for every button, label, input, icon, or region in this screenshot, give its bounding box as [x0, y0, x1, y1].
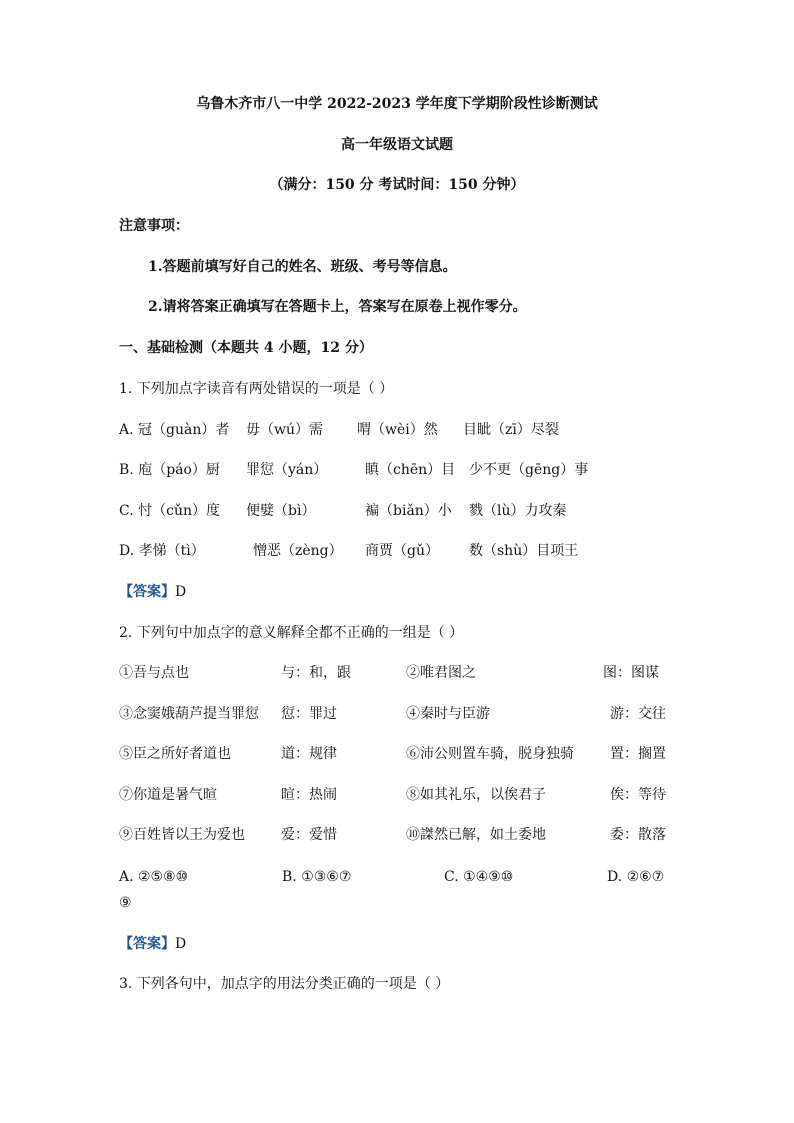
q1-option-b-part1: B. 庖（páo）厨 [119, 462, 220, 478]
q2-row4-gloss-a: 暄：热闹 [281, 787, 337, 803]
q2-row2-gloss-a: 愆：罪过 [281, 706, 337, 722]
q1-option-a-part1: A. 冠（guàn）者 [119, 422, 230, 438]
notice-item-2: 2.请将答案正确填写在答题卡上，答案写在原卷上视作零分。 [148, 299, 527, 315]
answer-value: D [175, 936, 187, 952]
q2-choice-b: B. ①③⑥⑦ [282, 869, 352, 885]
q2-choice-d-wrap: ⑨ [119, 895, 132, 911]
q2-row1-gloss-b: 图：图谋 [603, 665, 659, 681]
q2-row2-sentence-a: ③念窦娥葫芦提当罪愆 [119, 706, 259, 722]
q1-option-b-part2: 罪愆（yán） [246, 462, 328, 478]
q1-option-a-part4: 目眦（zī）尽裂 [463, 422, 559, 438]
answer-value: D [175, 584, 187, 600]
q1-option-d-part3: 商贾（gǔ） [365, 543, 439, 559]
question-1-answer [119, 585, 186, 599]
notice-heading: 注意事项： [119, 218, 189, 234]
question-3-stem: 3. 下列各句中，加点字的用法分类正确的一项是（ ） [119, 976, 450, 992]
q2-row1-sentence-b: ②唯君图之 [406, 665, 476, 681]
q1-option-b-part3: 瞋（chēn）目 [365, 462, 456, 478]
q2-row2-sentence-b: ④秦时与臣游 [406, 706, 490, 722]
section-heading: 一、基础检测（本题共 4 小题，12 分） [119, 340, 373, 356]
q2-row4-sentence-b: ⑧如其礼乐，以俟君子 [406, 787, 546, 803]
exam-subtitle: 高一年级语文试题 [341, 137, 453, 153]
q1-option-c-part4: 戮（lù）力攻秦 [469, 503, 567, 519]
q2-row3-gloss-b: 置：搁置 [610, 746, 666, 762]
question-2-stem: 2. 下列句中加点字的意义解释全都不正确的一组是（ ） [119, 625, 464, 641]
q1-option-c-part2: 便嬖（bì） [246, 503, 316, 519]
q2-row2-gloss-b: 游：交往 [610, 706, 666, 722]
q2-choice-c: C. ①④⑨⑩ [444, 869, 514, 885]
q2-row5-sentence-b: ⑩謋然已解，如土委地 [406, 827, 546, 843]
question-2-answer [119, 937, 186, 951]
q1-option-d-part1: D. 孝悌（tì） [119, 543, 205, 559]
q1-option-b-part4: 少不更（gēng）事 [469, 462, 589, 478]
q2-choice-d: D. ②⑥⑦ [607, 869, 665, 885]
q1-option-d-part4: 数（shù）目项王 [469, 543, 579, 559]
q2-row5-sentence-a: ⑨百姓皆以王为爱也 [119, 827, 245, 843]
q1-option-a-part2: 毋（wú）需 [246, 422, 323, 438]
q2-row1-sentence-a: ①吾与点也 [119, 665, 189, 681]
q2-row1-gloss-a: 与：和，跟 [281, 665, 351, 681]
q1-option-c-part1: C. 忖（cǔn）度 [119, 503, 220, 519]
q2-row4-sentence-a: ⑦你道是暑气暄 [119, 787, 217, 803]
q1-option-d-part2: 憎恶（zèng） [253, 543, 343, 559]
q2-row5-gloss-a: 爱：爱惜 [281, 827, 337, 843]
question-1-stem: 1. 下列加点字读音有两处错误的一项是（ ） [119, 381, 394, 397]
q2-row3-gloss-a: 道：规律 [281, 746, 337, 762]
q1-option-c-part3: 褊（biǎn）小 [365, 503, 452, 519]
answer-label: 【答案】 [119, 584, 175, 600]
notice-item-1: 1.答题前填写好自己的姓名、班级、考号等信息。 [148, 259, 457, 275]
q2-row3-sentence-a: ⑤臣之所好者道也 [119, 746, 231, 762]
q2-row3-sentence-b: ⑥沛公则置车骑，脱身独骑 [406, 746, 574, 762]
answer-label: 【答案】 [119, 936, 175, 952]
q2-row4-gloss-b: 俟：等待 [610, 787, 666, 803]
q1-option-a-part3: 喟（wèi）然 [357, 422, 438, 438]
exam-info: （满分：150 分 考试时间：150 分钟） [269, 177, 525, 193]
exam-title: 乌鲁木齐市八一中学 2022-2023 学年度下学期阶段性诊断测试 [196, 96, 598, 112]
q2-row5-gloss-b: 委：散落 [610, 827, 666, 843]
q2-choice-a: A. ②⑤⑧⑩ [119, 869, 189, 885]
